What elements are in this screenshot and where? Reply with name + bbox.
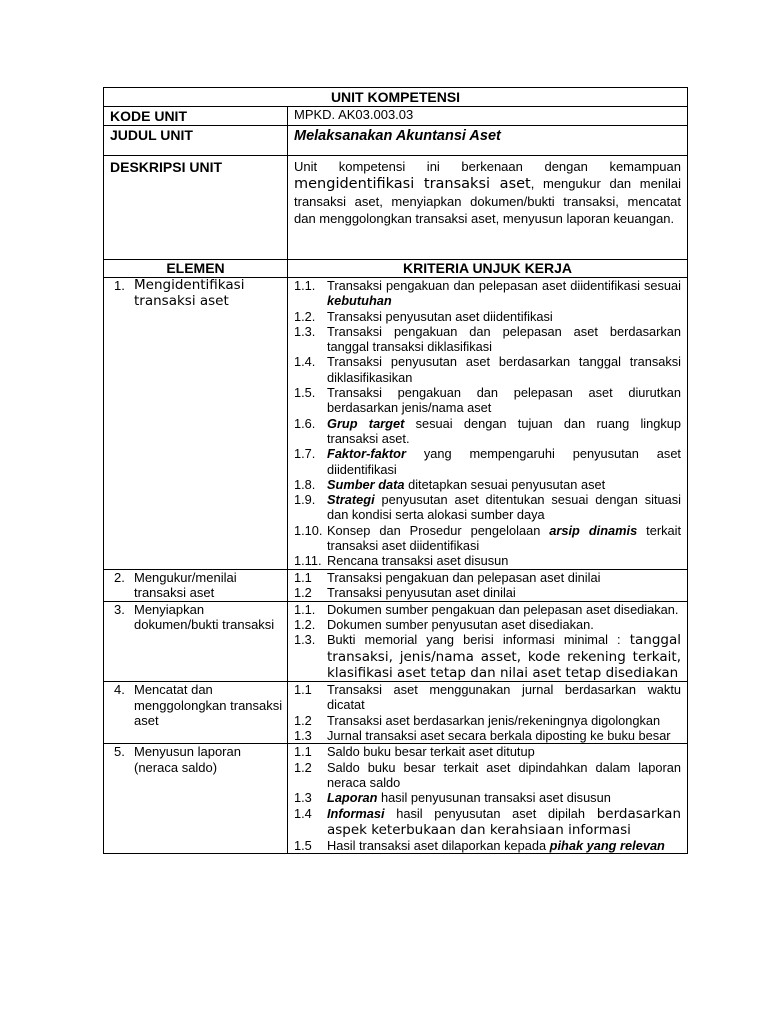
element-number: 4. — [114, 682, 125, 698]
element-name: Mengidentifikasi transaksi aset — [134, 277, 245, 309]
criteria-item — [294, 713, 681, 728]
criteria-cell — [288, 601, 688, 681]
criteria-text — [327, 602, 681, 617]
criteria-number: 1.7. — [294, 446, 316, 462]
criteria-number: 1.2 — [294, 584, 312, 600]
criteria-text — [327, 309, 681, 324]
deskripsi-unit-row — [104, 156, 688, 260]
element-number: 3. — [114, 601, 125, 617]
criteria-item — [294, 760, 681, 791]
criteria-item — [294, 806, 681, 839]
criteria-text — [327, 682, 681, 713]
criteria-item — [294, 309, 681, 324]
criteria-text — [327, 806, 681, 839]
criteria-number: 1.3 — [294, 728, 312, 744]
criteria-text-part: Transaksi pengakuan dan pelepasan aset diurutkan berdasarkan jenis/nama aset — [327, 385, 681, 416]
criteria-number: 1.11. — [294, 553, 322, 569]
criteria-text-part: Transaksi penyusutan aset berdasarkan tanggal transaksi diklasifikasikan — [327, 354, 681, 385]
criteria-text — [327, 632, 681, 681]
criteria-text-part: Transaksi aset menggunakan jurnal berdasarkan waktu dicatat — [327, 682, 681, 713]
criteria-text — [327, 760, 681, 791]
criteria-text-part: Hasil transaksi aset dilaporkan kepada — [327, 838, 550, 854]
kode-unit-label: KODE UNIT — [104, 107, 288, 126]
emphasis-term: kebutuhan — [327, 293, 392, 309]
criteria-list — [288, 278, 687, 569]
criteria-text-part: Dokumen sumber pengakuan dan pelepasan aset disediakan. — [327, 601, 679, 617]
element-number: 2. — [114, 569, 125, 585]
element-number: 1. — [114, 278, 125, 293]
criteria-item — [294, 682, 681, 713]
criteria-text — [327, 492, 681, 523]
emphasis-term: Informasi — [327, 805, 385, 821]
criteria-text-part: Transaksi aset berdasarkan jenis/rekeningnya digolongkan — [327, 712, 661, 728]
criteria-number: 1.5. — [294, 385, 316, 401]
criteria-number: 1.2. — [294, 616, 316, 632]
criteria-text-part: terkait transaksi aset diidentifikasi — [327, 522, 682, 554]
criteria-text — [327, 354, 681, 385]
emphasis-term: Strategi — [327, 492, 375, 508]
judul-unit-row — [104, 126, 688, 156]
judul-unit-value: Melaksanakan Akuntansi Aset — [288, 126, 688, 156]
criteria-number: 1.1 — [294, 569, 312, 585]
emphasis-term: Laporan — [327, 790, 378, 806]
element-number: 5. — [114, 744, 125, 760]
criteria-text — [327, 838, 681, 853]
deskripsi-unit-label: DESKRIPSI UNIT — [104, 156, 288, 260]
criteria-text-part: hasil penyusutan aset dipilah — [384, 805, 597, 821]
criteria-text-part: Transaksi penyusutan aset dinilai — [327, 584, 516, 600]
criteria-text — [327, 744, 681, 759]
element-cell — [104, 744, 288, 854]
deskripsi-part-a: Unit kompetensi ini berkenaan dengan kemampuan — [294, 159, 681, 174]
criteria-text-part: Transaksi pengakuan dan pelepasan aset diidentifikasi sesuai — [327, 278, 681, 293]
deskripsi-part-c: , mengukur dan menilai transaksi aset, menyiapkan dokumen/bukti transaksi, mencatat dan menggolongkan transaksi aset, menyusun laporan keuangan. — [294, 176, 681, 226]
criteria-number: 1.2. — [294, 308, 316, 324]
criteria-item — [294, 570, 681, 585]
criteria-number: 1.2 — [294, 759, 312, 775]
criteria-cell — [288, 744, 688, 854]
criteria-item — [294, 632, 681, 681]
criteria-number: 1.6. — [294, 415, 316, 431]
criteria-text-part: Jurnal transaksi aset secara berkala diposting ke buku besar — [327, 728, 671, 744]
criteria-number: 1.1 — [294, 682, 312, 698]
element-row — [104, 278, 688, 570]
criteria-text — [327, 477, 681, 492]
criteria-text — [327, 585, 681, 600]
element-cell — [104, 682, 288, 744]
judul-unit-label: JUDUL UNIT — [104, 126, 288, 156]
emphasis-term: pihak yang relevan — [549, 838, 665, 854]
criteria-item — [294, 602, 681, 617]
kode-unit-value: MPKD. AK03.003.03 — [288, 107, 688, 126]
criteria-text-part: Bukti memorial yang berisi informasi minimal : — [327, 632, 630, 648]
criteria-item — [294, 617, 681, 632]
element-row — [104, 682, 688, 744]
criteria-cell — [288, 278, 688, 570]
criteria-number: 1.10. — [294, 522, 323, 538]
criteria-number: 1.2 — [294, 712, 312, 728]
criteria-number: 1.5 — [294, 838, 312, 854]
header-elemen: ELEMEN — [104, 260, 288, 278]
criteria-item — [294, 523, 681, 554]
criteria-item — [294, 278, 681, 309]
criteria-text-part: berdasarkan aspek keterbukaan dan kerahsiaan informasi — [327, 805, 681, 838]
criteria-text-part: penyusutan aset ditentukan sesuai dengan situasi dan kondisi serta alokasi sumber daya — [327, 492, 681, 523]
criteria-text-part: Transaksi pengakuan dan pelepasan aset dinilai — [327, 569, 601, 585]
criteria-number: 1.1. — [294, 601, 316, 617]
criteria-list — [288, 570, 687, 601]
criteria-cell — [288, 682, 688, 744]
criteria-item — [294, 416, 681, 447]
criteria-text-part: ditetapkan sesuai penyusutan aset — [404, 476, 606, 492]
competency-unit-document — [103, 87, 687, 854]
criteria-text — [327, 713, 681, 728]
criteria-number: 1.8. — [294, 476, 316, 492]
criteria-number: 1.3. — [294, 323, 316, 339]
criteria-text-part: Transaksi penyusutan aset diidentifikasi — [327, 308, 553, 324]
criteria-list — [288, 744, 687, 853]
element-name: Menyusun laporan (neraca saldo) — [134, 744, 241, 775]
emphasis-term: Faktor-faktor — [327, 446, 406, 462]
criteria-text — [327, 790, 681, 805]
criteria-item — [294, 354, 681, 385]
element-name: Mengukur/menilai transaksi aset — [134, 569, 237, 601]
element-cell — [104, 569, 288, 601]
criteria-text-part: Rencana transaksi aset disusun — [327, 553, 509, 569]
emphasis-term: arsip dinamis — [549, 522, 638, 538]
deskripsi-unit-value — [288, 156, 688, 260]
criteria-item — [294, 838, 681, 853]
title-row — [104, 88, 688, 107]
criteria-text — [327, 617, 681, 632]
criteria-text-part: Saldo buku besar terkait aset ditutup — [327, 744, 535, 760]
element-cell — [104, 601, 288, 681]
emphasis-term: Sumber data — [327, 476, 405, 492]
criteria-text — [327, 553, 681, 568]
criteria-text-part: sesuai dengan tujuan dan ruang lingkup transaksi aset. — [327, 415, 681, 446]
criteria-number: 1.9. — [294, 492, 316, 508]
element-row — [104, 744, 688, 854]
criteria-text — [327, 523, 681, 554]
element-row — [104, 601, 688, 681]
criteria-text-part: yang mempengaruhi penyusutan aset diidentifikasi — [327, 446, 681, 477]
criteria-text-part: Konsep dan Prosedur pengelolaan — [327, 522, 550, 538]
criteria-text — [327, 728, 681, 743]
element-name: Menyiapkan dokumen/bukti transaksi — [134, 601, 275, 633]
criteria-item — [294, 477, 681, 492]
criteria-text — [327, 278, 681, 309]
criteria-text-part: hasil penyusunan transaksi aset disusun — [377, 790, 611, 806]
criteria-item — [294, 553, 681, 568]
criteria-text-part: Saldo buku besar terkait aset dipindahkan dalam laporan neraca saldo — [327, 759, 681, 790]
criteria-text-part: Dokumen sumber penyusutan aset disediakan. — [327, 616, 594, 632]
criteria-text — [327, 446, 681, 477]
competency-table — [103, 87, 688, 854]
criteria-number: 1.1 — [294, 744, 312, 760]
criteria-text — [327, 416, 681, 447]
criteria-item — [294, 744, 681, 759]
criteria-item — [294, 728, 681, 743]
criteria-text — [327, 324, 681, 355]
criteria-number: 1.3. — [294, 632, 316, 648]
element-row — [104, 569, 688, 601]
emphasis-term: Grup target — [327, 415, 405, 431]
criteria-item — [294, 324, 681, 355]
criteria-list — [288, 682, 687, 743]
kode-unit-row — [104, 107, 688, 126]
criteria-text-part: tanggal transaksi, jenis/nama asset, kode rekening terkait, klasifikasi aset tetap dan nilai aset tetap disediakan — [327, 632, 681, 681]
criteria-number: 1.1. — [294, 278, 316, 293]
criteria-text — [327, 385, 681, 416]
criteria-text-part: Transaksi pengakuan dan pelepasan aset berdasarkan tanggal transaksi diklasifikasi — [327, 323, 681, 355]
criteria-item — [294, 385, 681, 416]
criteria-number: 1.3 — [294, 790, 312, 806]
header-kriteria: KRITERIA UNJUK KERJA — [288, 260, 688, 278]
criteria-item — [294, 492, 681, 523]
criteria-number: 1.4 — [294, 805, 312, 821]
criteria-list — [288, 602, 687, 681]
element-cell — [104, 278, 288, 570]
criteria-number: 1.4. — [294, 354, 316, 370]
criteria-text — [327, 570, 681, 585]
criteria-cell — [288, 569, 688, 601]
criteria-item — [294, 790, 681, 805]
criteria-item — [294, 585, 681, 600]
element-name: Mencatat dan menggolongkan transaksi aset — [134, 682, 283, 729]
table-title: UNIT KOMPETENSI — [104, 88, 688, 107]
deskripsi-part-b: mengidentifikasi transaksi aset — [294, 176, 531, 192]
header-row — [104, 260, 688, 278]
criteria-item — [294, 446, 681, 477]
